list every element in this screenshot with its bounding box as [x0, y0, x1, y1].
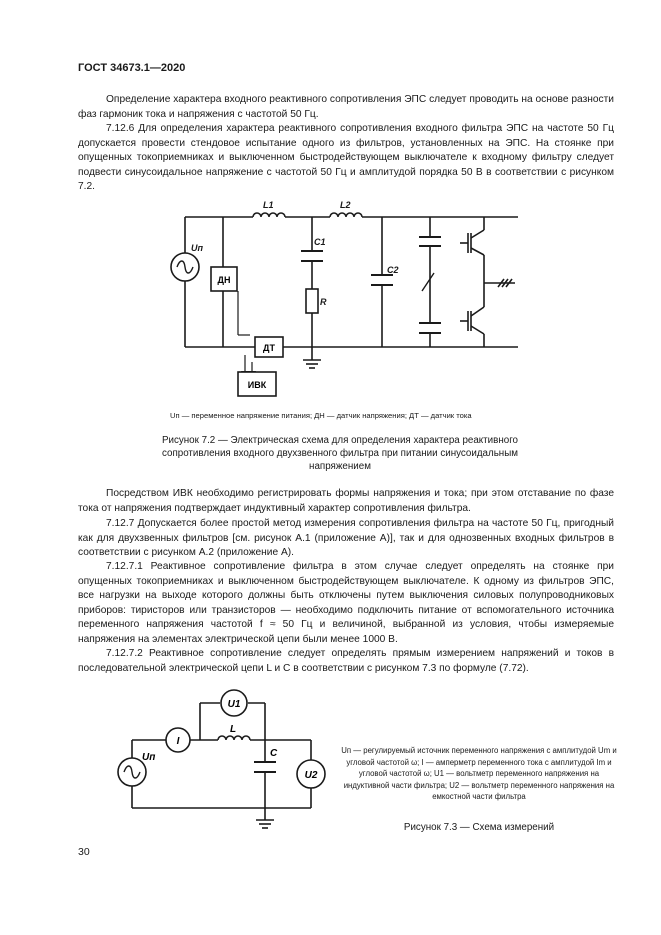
- label-l1: L1: [263, 200, 274, 210]
- label-c2: C2: [387, 265, 399, 275]
- ground-icon: [303, 360, 321, 368]
- label-un: Uп: [142, 752, 156, 763]
- label-u1: U1: [227, 699, 241, 710]
- label-c1: C1: [314, 237, 326, 247]
- document-header: ГОСТ 34673.1—2020: [78, 62, 186, 74]
- figure-7-2-caption: Рисунок 7.2 — Электрическая схема для определения характера реактивного сопротивления входного двухзвенного фильтра при питании синусоидальным напряжением: [161, 435, 519, 472]
- figure-7-3-legend: Uп — регулируемый источник переменного напряжения с амплитудой Um и угловой частотой ω; I — амперметр переменного тока с амплитудой Im и угловой частотой ω; U1 — вольтметр переменного напряжения на индуктивной части фильтра; U2 — вольтметр переменного напряжения на емкостной части фильтра: [341, 746, 617, 802]
- label-un: Uп: [191, 243, 203, 253]
- ground-icon: [256, 820, 274, 828]
- inductor-l-icon: [218, 736, 250, 740]
- label-i: I: [176, 736, 180, 747]
- paragraph-7-12-6: 7.12.6 Для определения характера реактивного сопротивления входного фильтра ЭПС на частоте 50 Гц допускается провести стендовое испытание одного из фильтров, установленных на ЭПС. На стоянке при опущенных токоприемниках и выключенном быстродействующем выключателе к входному фильтру следует подвести синусоидальное напряжение с частотой 50 Гц и амплитудой порядка 50 В в соответствии с рисунком 7.2.: [78, 123, 614, 193]
- capacitor-c2-icon: [371, 275, 393, 285]
- figure-7-3-caption: Рисунок 7.3 — Схема измерений: [403, 822, 555, 833]
- paragraph-7-12-7: 7.12.7 Допускается более простой метод измерения сопротивления фильтра на частоте 50 Гц, пригодный как для двухзвенных фильтров [см. рисунок А.1 (приложение А)], так и для однозвенных входных фильтров в соответствии с рисунком А.2 (приложение А).: [78, 518, 614, 559]
- paragraph-phase-lag: Посредством ИВК необходимо регистрировать формы напряжения и тока; при этом отставание по фазе тока от напряжения подтверждает индуктивный характер сопротивления фильтра.: [78, 488, 614, 514]
- figure-7-3-circuit: [110, 680, 330, 830]
- ivk-label: ИВК: [247, 380, 267, 390]
- page-number: 30: [78, 846, 90, 858]
- current-sensor-label: ДТ: [263, 343, 275, 353]
- inductor-l2-icon: [330, 213, 362, 217]
- figure-7-2-legend: Uп — переменное напряжение питания; ДН — датчик напряжения; ДТ — датчик тока: [170, 411, 472, 420]
- label-l: L: [230, 724, 237, 735]
- inductor-l1-icon: [253, 213, 285, 217]
- paragraph-7-12-7-2: 7.12.7.2 Реактивное сопротивление следует определять прямым измерением напряжений и токов в последовательной электрической цепи L и C в соответствии с рисунком 7.3 по формуле (7.72).: [78, 648, 614, 674]
- voltage-sensor-label: ДН: [217, 275, 231, 285]
- capacitor-c-icon: [254, 762, 276, 772]
- label-r: R: [320, 297, 327, 307]
- transistor-switches-icon: [460, 230, 512, 334]
- paragraph-7-12-7-1: 7.12.7.1 Реактивное сопротивление фильтра в этом случае следует определять на стоянке при опущенных токоприемниках и выключенном быстродействующем выключателе. К одному из фильтров ЭПС, все нагрузки на выходе которого должны быть отключены путем выключения силовых полупроводниковых приборов: тиристоров или транзисторов — необходимо подключить питание от вспомогательного источника переменного напряжения частотой f ≈ 50 Гц и величиной, выбранной из условия, чтобы измеряемые напряжения на элементах электрической цепи были менее 1000 В.: [78, 561, 614, 645]
- label-c: C: [270, 748, 278, 759]
- label-l2: L2: [340, 200, 351, 210]
- figure-7-2-circuit: [160, 195, 530, 400]
- paragraph-phase-method: Определение характера входного реактивного сопротивления ЭПС следует проводить на основе разности фаз гармоник тока и напряжения с частотой 50 Гц.: [78, 94, 614, 120]
- capacitor-c1-icon: [301, 251, 323, 261]
- label-u2: U2: [304, 770, 318, 781]
- resistor-r-icon: [306, 289, 318, 313]
